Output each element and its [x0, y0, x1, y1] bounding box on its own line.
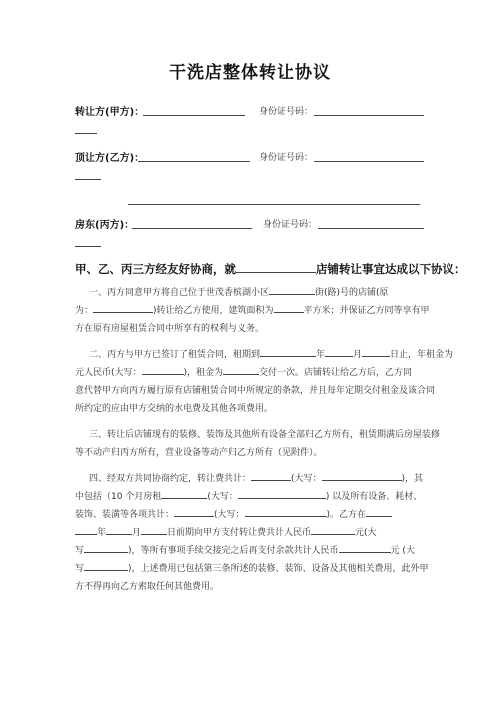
transferor-id-blank-cont	[75, 133, 97, 134]
payment-year-blank	[366, 506, 392, 517]
clause-2-text: 二、丙方与甲方已签订了租赁合同，租期到	[89, 350, 261, 360]
landlord-id-blank	[318, 228, 424, 229]
clause-4-text: 元 (大	[390, 546, 415, 556]
rent-period-blank	[223, 364, 259, 375]
clause-4-text: 装饰、装潢等各项共计：	[75, 510, 175, 520]
landlord-label: 房东(丙方)：	[75, 220, 135, 231]
clause-4-text: )，等所有事项手续交接完之后再支付余款共计人民币	[128, 546, 339, 556]
transferee-id-blank	[314, 161, 424, 162]
store-name-blank	[236, 262, 316, 273]
clause-2-line-3: 意代替甲方向丙方履行原有店铺租赁合同中所规定的条款，并且每年定期交付租金及该合同	[75, 386, 436, 396]
clause-2-text: 年	[316, 350, 326, 360]
deposit-capital-blank	[84, 542, 128, 553]
clause-2-text: )，租金为	[183, 368, 224, 378]
clause-4-text: )，其	[401, 474, 424, 484]
clause-3-line-2: 等不动产归丙方所有，营业设备等动产归乙方所有（见附件）。	[75, 448, 323, 458]
clause-4-line-7: 方不得再向乙方索取任何其他费用。	[75, 582, 220, 592]
clause-1-text: 为：	[75, 306, 94, 316]
clause-4-text: 四、经双方共同协商约定，转让费共计：	[89, 474, 252, 484]
lease-month-blank	[325, 346, 353, 357]
rent-10-month-capital-blank	[238, 488, 326, 499]
clause-4-text: 中包括（10 个月房租	[75, 492, 162, 502]
clause-1-text: 一、丙方同意甲方将自己位于世茂香槟湖小区	[89, 288, 270, 298]
fee-total-capital-blank	[322, 470, 402, 481]
equipment-total-blank	[174, 506, 214, 517]
clause-4-text: (大写：	[291, 474, 322, 484]
clause-4-text: 写	[75, 546, 85, 556]
lease-day-blank	[362, 346, 390, 357]
transferor-id-label: 身份证号码：	[259, 107, 314, 117]
deposit-amount-blank	[311, 524, 355, 535]
transferor-name-blank	[143, 115, 245, 116]
document-title: 干洗店整体转让协议	[169, 63, 331, 83]
landlord-name-blank	[132, 228, 252, 229]
clause-4-text: ) 以及所有设备、耗材、	[325, 492, 423, 502]
transferor-id-blank	[314, 115, 424, 116]
clause-2-text: 日止，年租金为	[390, 350, 454, 360]
clause-4-text: (大写：	[207, 492, 238, 502]
transferee-id-blank-cont	[75, 179, 101, 180]
equipment-capital-blank	[245, 506, 327, 517]
clause-1-text: 平方米；并保证乙方同等享有甲	[303, 306, 430, 316]
clause-4-text: 写	[75, 564, 85, 574]
clause-4-text: 月	[132, 528, 142, 538]
clause-2-text: 元人民币(大写：	[75, 368, 142, 378]
transferee-id-label: 身份证号码：	[259, 153, 314, 163]
clause-2-line-2	[75, 364, 412, 382]
lease-year-blank	[260, 346, 316, 357]
clause-2-line-1	[89, 346, 453, 364]
clause-1-line-1	[89, 284, 389, 302]
agreement-heading-start: 甲、乙、丙三方经友好协商，就	[75, 262, 236, 276]
fee-total-blank	[251, 470, 291, 481]
clause-3-line-1: 三、转让后店铺现有的装修、装饰及其他所有设备全部归乙方所有，租赁期满后房屋装修	[89, 430, 441, 440]
payment-year-blank-cont	[75, 524, 97, 535]
payment-month-blank	[106, 524, 132, 535]
clause-4-line-6	[75, 560, 429, 578]
payment-day-blank	[141, 524, 167, 535]
transferee-label: 顶让方(乙方)：	[75, 153, 145, 164]
clause-1-line-2	[75, 302, 430, 320]
clause-1-text: 街(路)号的店铺(原	[315, 288, 389, 298]
clause-4-line-5	[75, 542, 415, 560]
original-use-blank	[93, 302, 153, 313]
clause-2-text: 月	[353, 350, 363, 360]
rent-10-month-blank	[161, 488, 207, 499]
street-blank	[269, 284, 315, 295]
clause-4-line-2	[75, 488, 422, 506]
landlord-id-blank-cont	[75, 246, 101, 247]
landlord-id-label: 身份证号码：	[263, 220, 318, 230]
agreement-heading	[75, 261, 466, 277]
clause-4-line-3	[75, 506, 392, 524]
area-blank	[274, 302, 304, 313]
balance-amount-blank	[339, 542, 391, 553]
clause-4-text: (大写：	[214, 510, 245, 520]
rent-capital-blank	[142, 364, 184, 375]
transferor-label: 转让方(甲方)：	[75, 107, 145, 118]
clause-4-line-4	[75, 524, 377, 542]
clause-1-text: )转让给乙方使用，建筑面积为	[153, 306, 274, 316]
clause-4-text: 年	[97, 528, 107, 538]
clause-4-text: )。乙方在	[326, 510, 367, 520]
clause-4-text: 日前期向甲方支付转让费共计人民币	[167, 528, 312, 538]
clause-2-text: 交付一次。店铺转让给乙方后，乙方同	[259, 368, 413, 378]
clause-4-line-1	[89, 470, 423, 488]
balance-capital-blank	[84, 560, 128, 571]
agreement-heading-end: 店铺转让事宜达成以下协议：	[316, 262, 466, 276]
clause-4-text: 元(大	[355, 528, 377, 538]
clause-2-line-4: 所约定的应由甲方交纳的水电费及其他各项费用。	[75, 404, 274, 414]
separator-line	[128, 204, 420, 205]
clause-1-line-3: 方在原有房屋租赁合同中所享有的权利与义务。	[75, 324, 265, 334]
transferee-name-blank	[138, 161, 250, 162]
clause-4-text: )，上述费用已包括第三条所述的装修、装饰、设备及其他相关费用，此外甲	[128, 564, 429, 574]
